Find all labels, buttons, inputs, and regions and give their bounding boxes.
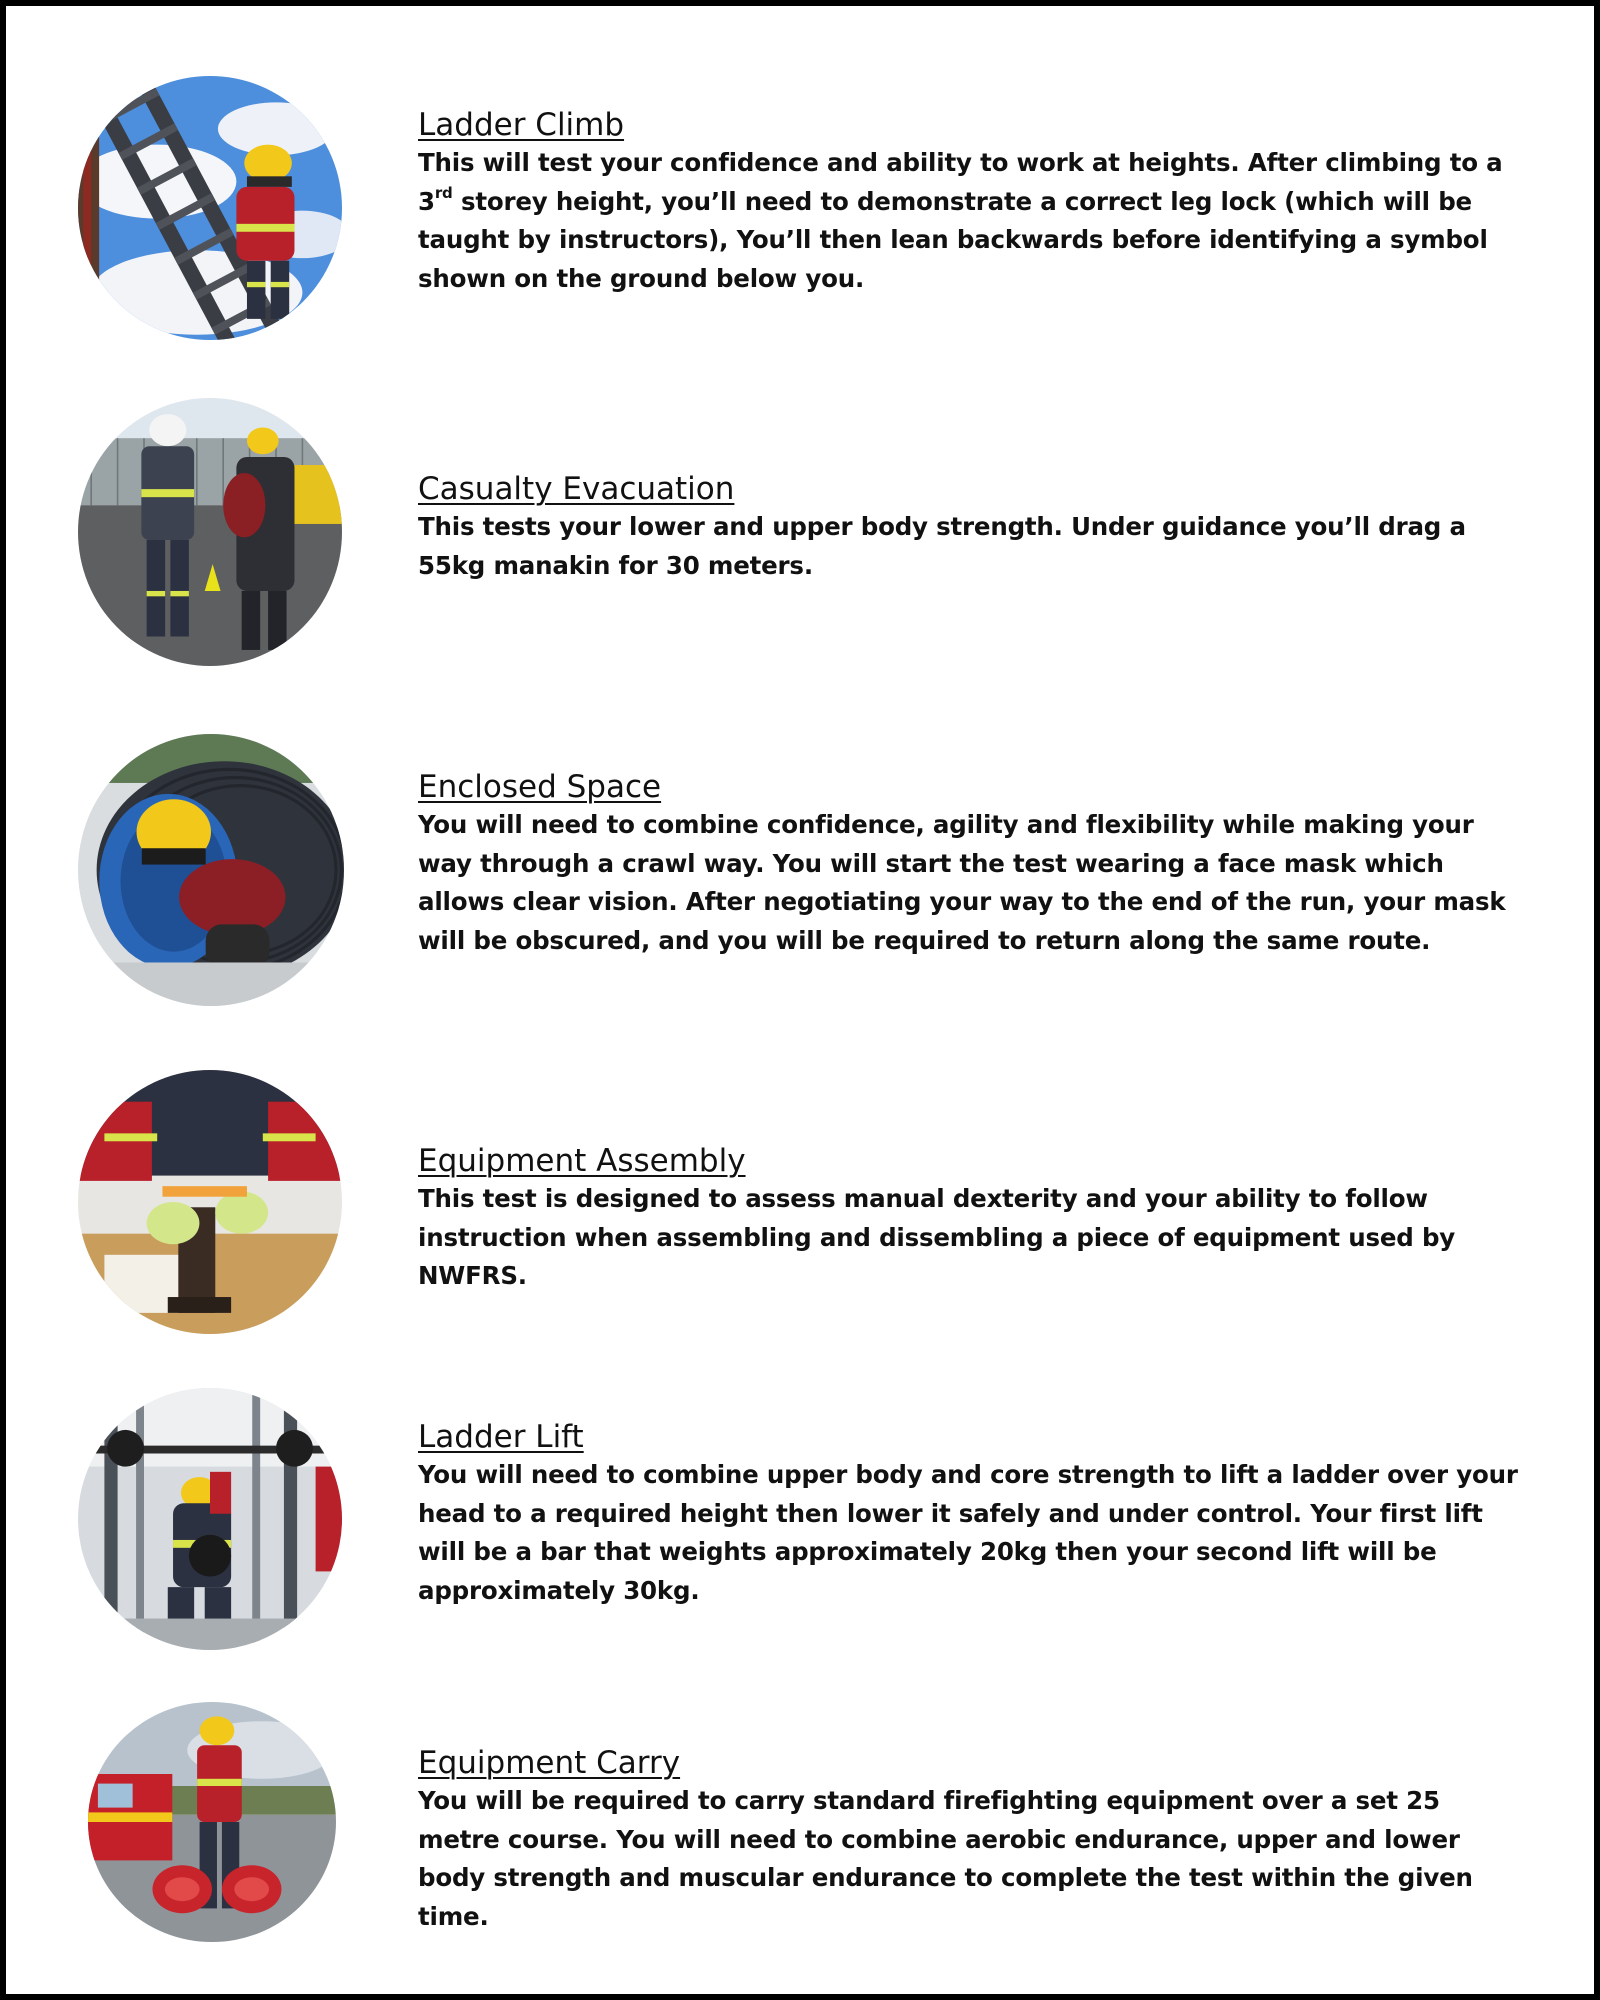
section-description: You will be required to carry standard firefighting equipment over a set 25 metre course. You will need to combine aerobic endurance, upper and lower body strength and muscular endurance to complete the test within the given time.	[418, 1786, 1473, 1931]
section-title: Equipment Carry	[418, 1745, 681, 1781]
equipment-carry-text-block	[418, 1744, 1528, 1936]
casualty-evacuation-photo-icon	[78, 398, 342, 666]
section-title: Equipment Assembly	[418, 1143, 746, 1179]
ladder-climb-text-block	[418, 106, 1528, 298]
ordinal-superscript: rd	[434, 184, 453, 203]
section-title: Ladder Lift	[418, 1419, 584, 1455]
ladder-lift-text-block	[418, 1418, 1528, 1610]
ladder-climb-photo-icon	[78, 76, 342, 340]
section-title: Enclosed Space	[418, 769, 662, 805]
section-description: This test is designed to assess manual dexterity and your ability to follow instruction when assembling and dissembling a piece of equipment used by NWFRS.	[418, 1184, 1456, 1290]
ladder-lift-photo-icon	[78, 1388, 342, 1650]
description-part-2: storey height, you’ll need to demonstrate a correct leg lock (which will be taught by instructors), You’ll then lean backwards before identifying a symbol shown on the ground below you.	[418, 186, 1488, 293]
equipment-assembly-text-block	[418, 1142, 1528, 1296]
section-title: Casualty Evacuation	[418, 471, 735, 507]
section-description	[418, 144, 1528, 298]
section-description: You will need to combine confidence, agility and flexibility while making your way through a crawl way. You will start the test wearing a face mask which allows clear vision. After negotiating your way to the end of the run, your mask will be obscured, and you will be required to return along the same route.	[418, 810, 1506, 955]
equipment-assembly-photo-icon	[78, 1070, 342, 1334]
section-title: Ladder Climb	[418, 107, 625, 143]
description-part-1: This will test your confidence and ability to work at heights. After climbing to a 3	[418, 148, 1503, 216]
section-description: This tests your lower and upper body strength. Under guidance you’ll drag a 55kg manakin for 30 meters.	[418, 512, 1466, 580]
section-description: You will need to combine upper body and core strength to lift a ladder over your head to a required height then lower it safely and under control. Your first lift will be a bar that weights approximately 20kg then your second lift will be approximately 30kg.	[418, 1460, 1518, 1605]
enclosed-space-photo-icon	[78, 734, 344, 1006]
casualty-evacuation-text-block	[418, 470, 1528, 585]
equipment-carry-photo-icon	[88, 1702, 336, 1942]
enclosed-space-text-block	[418, 768, 1528, 960]
